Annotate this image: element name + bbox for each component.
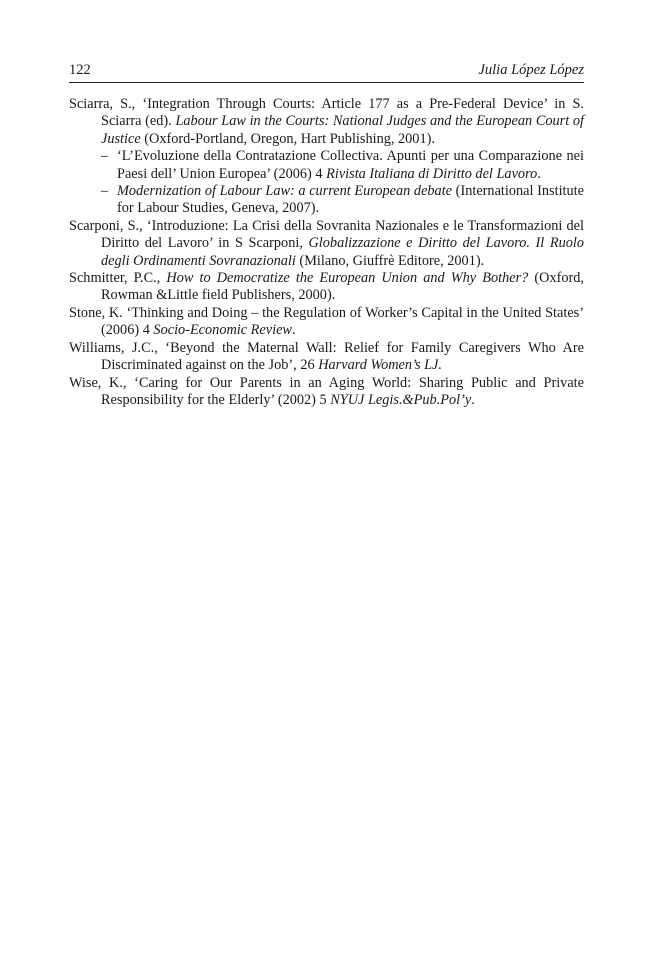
subentry-dash: – xyxy=(101,183,109,200)
reference-entry xyxy=(69,270,584,305)
reference-text: . xyxy=(471,391,475,408)
reference-text: Williams, J.C., ‘Beyond the Maternal Wall: Relief for Family Caregivers Who Are Discriminated against on the Job’, 26 xyxy=(69,339,584,374)
reference-text: (Milano, Giuffrè Editore, 2001). xyxy=(295,252,485,269)
reference-text: Stone, K. ‘Thinking and Doing – the Regulation of Worker’s Capital in the United States’ (2006) 4 xyxy=(69,304,584,339)
reference-italic-text: Labour Law in the Courts: National Judges and the European Court of Justice xyxy=(101,113,584,147)
reference-italic-text: Harvard Women’s LJ. xyxy=(318,357,442,374)
reference-italic-text: NYUJ Legis.&Pub.Pol’y xyxy=(330,391,472,408)
reference-text: Scarponi, S., ‘Introduzione: La Crisi della Sovranita Nazionales e le Transformazioni del Diritto del Lavoro’ in S Scarponi, xyxy=(69,217,584,252)
reference-text: . xyxy=(537,165,541,182)
reference-text: (Oxford-Portland, Oregon, Hart Publishing, 2001). xyxy=(140,130,435,147)
reference-subentry xyxy=(69,183,584,218)
reference-text: (International Institute for Labour Studies, Geneva, 2007). xyxy=(117,183,584,217)
reference-text: ‘L’Evoluzione della Contratazione Collectiva. Apunti per una Comparazione nei Paesi dell’ Union Europea’ (2006) 4 xyxy=(117,148,584,182)
reference-text: . xyxy=(291,322,296,339)
reference-text: Sciarra, S., ‘Integration Through Courts: Article 177 as a Pre-Federal Device’ in S. Sciarra (ed). xyxy=(69,96,584,130)
reference-italic-text: Rivista Italiana di Diritto del Lavoro xyxy=(326,165,538,182)
page-number: 122 xyxy=(69,62,91,78)
reference-entry xyxy=(69,96,584,148)
reference-italic-text: Socio-Economic Review xyxy=(153,322,292,339)
reference-entry xyxy=(69,340,584,375)
reference-italic-text: Modernization of Labour Law: a current European debate xyxy=(117,183,453,200)
reference-entry xyxy=(69,375,584,410)
reference-text: Wise, K., ‘Caring for Our Parents in an Aging World: Sharing Public and Private Responsibility for the Elderly’ (2002) 5 xyxy=(69,374,584,408)
reference-italic-text: Globalizzazione e Diritto del Lavoro. Il Ruolo degli Ordinamenti Sovranazionali xyxy=(101,235,584,269)
reference-text: Schmitter, P.C., xyxy=(69,270,167,287)
reference-subentry xyxy=(69,148,584,183)
running-head: Julia López López xyxy=(478,62,584,78)
reference-entry xyxy=(69,305,584,340)
reference-text: (Oxford, Rowman &Little field Publishers, 2000). xyxy=(101,270,584,304)
reference-italic-text: How to Democratize the European Union and Why Bother? xyxy=(166,270,529,287)
page-header xyxy=(69,60,584,83)
reference-entry xyxy=(69,218,584,270)
subentry-dash: – xyxy=(101,148,109,165)
reference-list xyxy=(69,96,584,409)
